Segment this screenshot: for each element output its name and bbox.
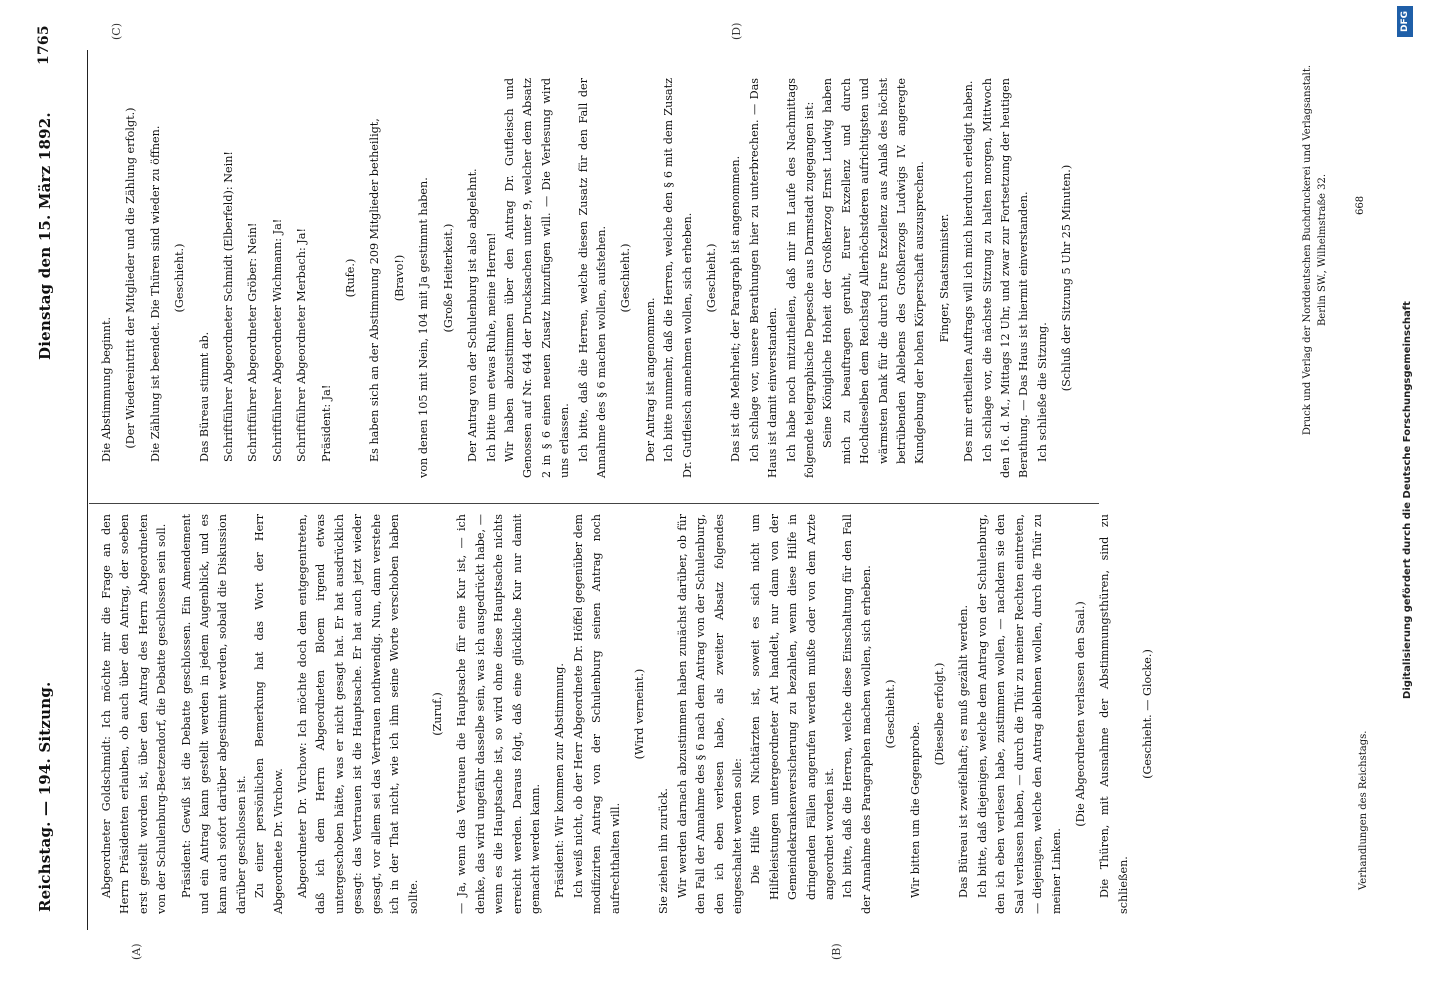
paragraph: Zu einer persönlichen Bemerkung hat das Wort der Herr Abgeordnete Dr. Virchow.	[253, 514, 285, 914]
paragraph: Sie ziehen ihn zurück.	[657, 788, 671, 914]
printer-imprint	[1300, 60, 1330, 440]
paragraph: Abgeordneter Dr. Virchow: Ich möchte doch dem entgegentreten, daß ich dem Herrn Abgeordneten Bloem irgend etwas untergeschoben hätte, was er nicht gesagt hat. Er hat ausdrücklich gesagt: das Vertrauen ist die Hauptsache. Er hat auch jetzt wieder gesagt, vor allem sei das Vertrauen nothwendig. Nun, dann verstehe ich in der That nicht, wie ich ihm seine Worte verschoben haben sollte.	[296, 514, 420, 914]
digitization-text: Digitalisierung gefördert durch die Deutsche Forschungsgemeinschaft	[1401, 301, 1413, 699]
paragraph: Das ist die Mehrheit; der Paragraph ist angenommen.	[729, 155, 743, 462]
paragraph: Wir werden darnach abzustimmen haben zunächst darüber, ob für den Fall der Annahme des § 6 nach dem Antrag von der Schulenburg, den ich eben verlesen habe, als zweiter Absatz folgendes eingeschaltet werden solle:	[675, 514, 744, 914]
stage-direction: (Wird verneint.)	[632, 668, 646, 760]
margin-mark-c: (C)	[110, 23, 123, 40]
telegram-signature: Finger, Staatsminister.	[937, 213, 951, 343]
paragraph: Ich weiß nicht, ob der Herr Abgeordnete Dr. Höffel gegenüber dem modifizirten Antrag von der Schulenburg seinen Antrag noch aufrechthalten will.	[571, 514, 622, 914]
paragraph: Es haben sich an der Abstimmung 209 Mitglieder betheiligt,	[368, 118, 382, 462]
paragraph: Das Büreau stimmt ab.	[197, 331, 211, 462]
paragraph: Die Abstimmung beginnt.	[100, 316, 113, 462]
stage-direction: (Geschieht.)	[173, 243, 187, 313]
paragraph: Die Thüren, mit Ausnahme der Abstimmungsthüren, sind zu schließen.	[1098, 514, 1130, 914]
stage-direction: (Geschieht.)	[704, 243, 718, 313]
imprint-line: Berlin SW., Wilhelmstraße 32.	[1317, 173, 1328, 327]
margin-mark-b: (B)	[830, 943, 843, 960]
stage-direction: (Zuruf.)	[430, 692, 444, 736]
session-close: (Schluß der Sitzung 5 Uhr 25 Minuten.)	[1060, 164, 1074, 392]
digitization-note	[1396, 0, 1418, 1000]
paragraph: Ich bitte um etwas Ruhe, meine Herren!	[484, 232, 498, 462]
printer-signature: 668	[1355, 195, 1366, 215]
imprint-line: Druck und Verlag der Norddeutschen Buchdruckerei und Verlagsanstalt.	[1302, 64, 1313, 436]
paragraph: Ich bitte nunmehr, daß die Herren, welche den § 6 mit dem Zusatz Dr. Gutfleisch annehmen wollen, sich erheben.	[662, 78, 694, 478]
stage-direction: (Bravo!)	[392, 254, 406, 302]
quoted-telegram: Seine Königliche Hoheit der Großherzog Ernst Ludwig haben mich zu beauftragen geruht, Eurer Exzellenz und durch Hochdieselben dem Reichstag Allerhöchstderen aufrichtigsten und wärmsten Dank für die durch Eure Exzellenz aus Anlaß des höchst betrübenden Ablebens des Großherzogs Ludwigs IV. angeregte Kundgebung der hohen Körperschaft auszusprechen.	[821, 78, 927, 464]
paragraph: Abgeordneter Goldschmidt: Ich möchte mir die Frage an den Herrn Präsidenten erlauben, ob auch über den Antrag, der soeben erst gestellt worden ist, über den Antrag des Herrn Abgeordneten von der Schulenburg-Beetzendorf, die Debatte geschlossen sein soll.	[100, 514, 169, 914]
right-column	[98, 78, 1077, 478]
stage-direction: (Geschieht.)	[884, 679, 898, 749]
paragraph: Schriftführer Abgeordneter Wichmann: Ja!	[270, 218, 284, 462]
paragraph: Die Zählung ist beendet. Die Thüren sind wieder zu öffnen.	[148, 125, 162, 462]
header-rule	[87, 50, 88, 930]
paragraph: Ich bitte, daß die Herren, welche diese Einschaltung für den Fall der Annahme des Paragraphen machen wollen, sich erheben.	[841, 514, 873, 914]
paragraph: Ich schließe die Sitzung.	[1035, 322, 1049, 462]
paragraph: Des mir ertheilten Auftrags will ich mich hierdurch erledigt haben.	[962, 80, 976, 462]
paragraph: Schriftführer Abgeordneter Schmidt (Elberfeld): Nein!	[222, 151, 236, 462]
stage-direction: (Große Heiterkeit.)	[441, 223, 455, 333]
paragraph: Ich bitte, daß diejenigen, welche dem Antrag von der Schulenburg, den ich eben verlesen habe, zustimmen wollen, — nachdem sie den Saal verlassen haben, — durch die Thür zu meiner Rechten eintreten, — diejenigen, welche den Antrag ablehnen wollen, durch die Thür zu meiner Linken.	[975, 514, 1063, 914]
paragraph: Präsident: Gewiß ist die Debatte geschlossen. Ein Amendement und ein Antrag kann gestellt werden in jedem Augenblick, und es kann auch sofort darüber abgestimmt werden, sobald die Diskussion darüber geschlossen ist.	[179, 514, 248, 914]
paragraph: Der Antrag ist angenommen.	[643, 297, 657, 462]
paragraph: Präsident: Ja!	[319, 384, 333, 462]
paragraph: Ich schlage vor, die nächste Sitzung zu halten morgen, Mittwoch den 16. d. M., Mittags 12 Uhr, und zwar zur Fortsetzung der heutigen Berathung. — Das Haus ist hiermit einverstanden.	[980, 78, 1031, 478]
paragraph: Präsident: Wir kommen zur Abstimmung.	[553, 663, 567, 898]
column-divider	[89, 503, 1099, 504]
running-header-left: Reichstag. — 194. Sitzung.	[36, 681, 54, 912]
footer-source: Verhandlungen des Reichstags.	[1358, 730, 1369, 890]
left-column	[98, 514, 1158, 914]
stage-direction: (Der Wiedereintritt der Mitglieder und die Zählung erfolgt.)	[124, 107, 138, 449]
paragraph: — Ja, wenn das Vertrauen die Hauptsache für eine Kur ist, — ich denke, das wird ungefähr dasselbe sein, was ich ausgedrückt habe, — wenn es die Hauptsache ist, so wird ohne diese Hauptsache nichts erreicht werden. Daraus folgt, daß eine glückliche Kur nur damit gemacht werden kann.	[455, 514, 542, 914]
running-header-date: Dienstag den 15. März 1892.	[36, 112, 54, 360]
paragraph: Das Büreau ist zweifelhaft; es muß gezählt werden.	[957, 604, 971, 898]
dfg-logo: DFG	[1397, 6, 1413, 37]
paragraph: Schriftführer Abgeordneter Gröber: Nein!	[246, 222, 260, 462]
stage-direction: (Die Abgeordneten verlassen den Saal.)	[1073, 601, 1087, 827]
quoted-amendment: Die Hilfe von Nichtärzten ist, soweit es sich nicht um Hilfeleistungen untergeordneter Art handelt, nur dann von der Gemeindekrankenversicherung zu bezahlen, wenn diese Hilfe in dringenden Fällen angerufen werden mußte oder von dem Arzte angeordnet worden ist.	[749, 514, 837, 900]
stage-direction: (Rufe.)	[344, 258, 358, 298]
paragraph: von denen 105 mit Nein, 104 mit Ja gestimmt haben.	[417, 177, 431, 478]
paragraph: Der Antrag von der Schulenburg ist also abgelehnt.	[466, 168, 480, 462]
paragraph: Schriftführer Abgeordneter Merbach: Ja!	[295, 228, 309, 462]
paragraph: Wir haben abzustimmen über den Antrag Dr. Gutfleisch und Genossen auf Nr. 644 der Drucksachen unter 9, welcher dem Absatz 2 in § 6 einen neuen Zusatz hinzufügen will. — Die Verlesung wird uns erlassen.	[502, 78, 572, 478]
paragraph: Ich schlage vor, unsere Berathungen hier zu unterbrechen. — Das Haus ist damit einverstanden.	[747, 78, 780, 478]
stage-direction: (Geschieht. — Glocke.)	[1141, 649, 1155, 779]
stage-direction: (Dieselbe erfolgt.)	[933, 662, 947, 766]
paragraph: Wir bitten um die Gegenprobe.	[908, 721, 922, 898]
stage-direction: (Geschieht.)	[619, 243, 633, 313]
margin-mark-a: (A)	[130, 943, 143, 960]
margin-mark-d: (D)	[730, 22, 743, 40]
paragraph: Ich bitte, daß die Herren, welche diesen Zusatz für den Fall der Annahme des § 6 machen wollen, aufstehen.	[576, 78, 608, 478]
paragraph: Ich habe noch mitzutheilen, daß mir im Laufe des Nachmittags folgende telegraphische Depesche aus Darmstadt zugegangen ist:	[784, 78, 816, 478]
page-number: 1765	[36, 25, 52, 65]
